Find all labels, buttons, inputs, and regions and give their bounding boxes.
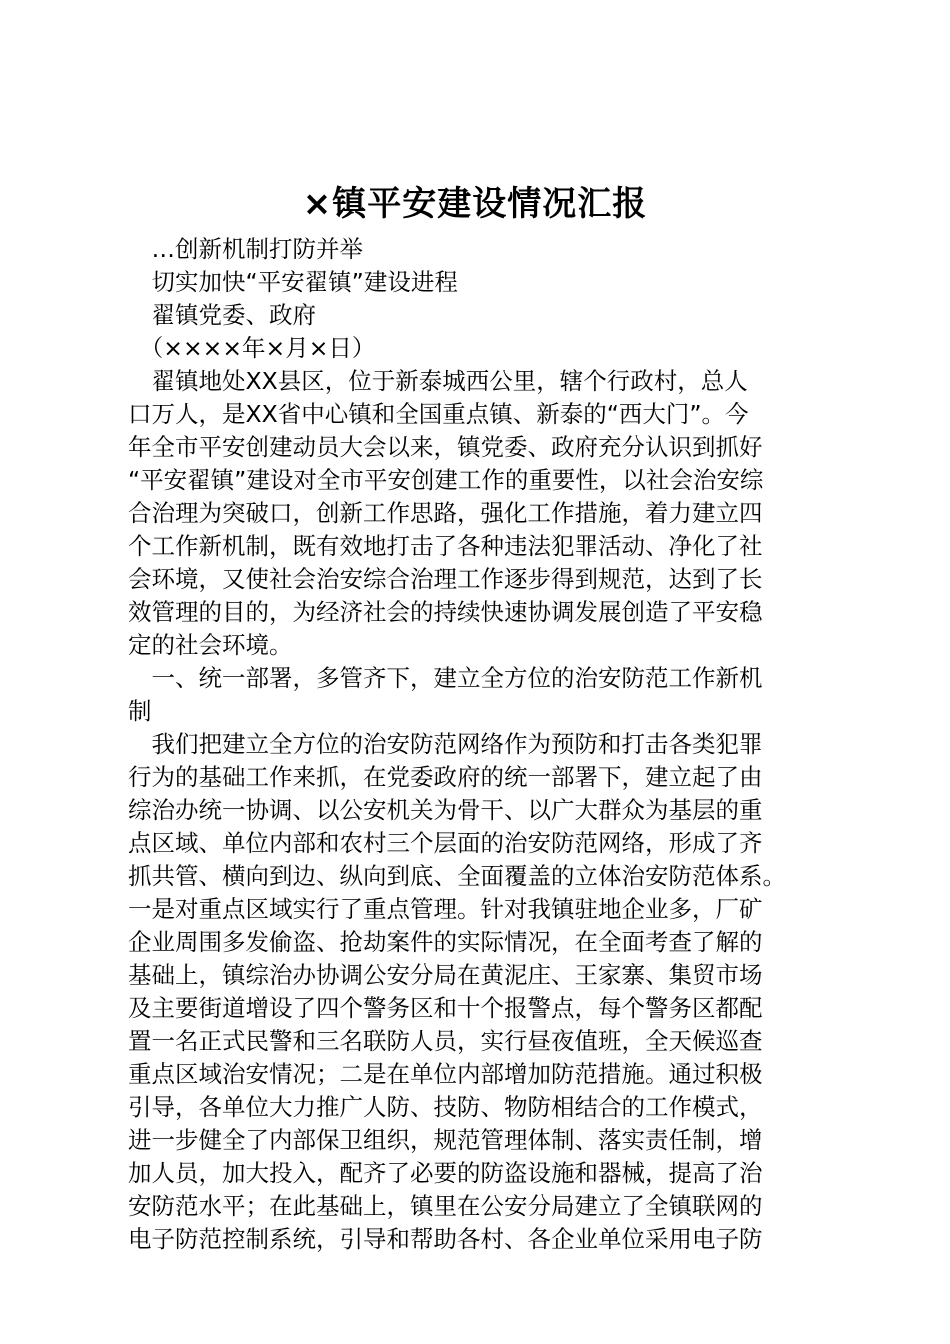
text-line: 进一步健全了内部保卫组织，规范管理体制、落实责任制，增 — [128, 1126, 763, 1154]
text-line: 点区域、单位内部和农村三个层面的治安防范网络，形成了齐 — [128, 829, 763, 857]
text-line: 制 — [128, 697, 152, 725]
text-line: 一、统一部署，多管齐下，建立全方位的治安防范工作新机 — [128, 664, 763, 692]
text-line: 切实加快“平安翟镇”建设进程 — [128, 268, 458, 296]
text-line: 翟镇地处XX县区，位于新泰城西公里，辖个行政村，总人 — [128, 367, 748, 395]
text-line: 合治理为突破口，创新工作思路，强化工作措施，着力建立四 — [128, 499, 763, 527]
text-line: …创新机制打防并举 — [128, 235, 363, 263]
text-line: 翟镇党委、政府 — [128, 301, 316, 329]
text-line: 效管理的目的，为经济社会的持续快速协调发展创造了平安稳 — [128, 598, 763, 626]
text-line: 年全市平安创建动员大会以来，镇党委、政府充分认识到抓好 — [128, 433, 763, 461]
text-line: 综治办统一协调、以公安机关为骨干、以广大群众为基层的重 — [128, 796, 763, 824]
text-line: 行为的基础工作来抓，在党委政府的统一部署下，建立起了由 — [128, 763, 763, 791]
text-line: 口万人，是XX省中心镇和全国重点镇、新泰的“西大门”。今 — [128, 400, 749, 428]
text-line: 定的社会环境。 — [128, 631, 293, 659]
text-line: 电子防范控制系统，引导和帮助各村、各企业单位采用电子防 — [128, 1225, 763, 1253]
document-title: ×镇平安建设情况汇报 — [302, 184, 648, 224]
document-body — [128, 233, 830, 1256]
text-line: 基础上，镇综治办协调公安分局在黄泥庄、王家寨、集贸市场 — [128, 961, 763, 989]
text-line: “平安翟镇”建设对全市平安创建工作的重要性，以社会治安综 — [128, 466, 764, 494]
text-line: 企业周围多发偷盗、抢劫案件的实际情况，在全面考查了解的 — [128, 928, 763, 956]
text-line: （××××年×月×日） — [128, 334, 376, 362]
text-line: 及主要街道增设了四个警务区和十个报警点，每个警务区都配 — [128, 994, 763, 1022]
text-line: 引导，各单位大力推广人防、技防、物防相结合的工作模式， — [128, 1093, 763, 1121]
text-line: 抓共管、横向到边、纵向到底、全面覆盖的立体治安防范体系。 — [128, 862, 786, 890]
text-line: 个工作新机制，既有效地打击了各种违法犯罪活动、净化了社 — [128, 532, 763, 560]
text-line: 重点区域治安情况；二是在单位内部增加防范措施。通过积极 — [128, 1060, 763, 1088]
text-line: 会环境，又使社会治安综合治理工作逐步得到规范，达到了长 — [128, 565, 763, 593]
text-line: 一是对重点区域实行了重点管理。针对我镇驻地企业多，厂矿 — [128, 895, 763, 923]
text-line: 加人员，加大投入，配齐了必要的防盗设施和器械，提高了治 — [128, 1159, 763, 1187]
text-line: 置一名正式民警和三名联防人员，实行昼夜值班，全天候巡查 — [128, 1027, 763, 1055]
text-line: 我们把建立全方位的治安防范网络作为预防和打击各类犯罪 — [128, 730, 763, 758]
text-line: 安防范水平；在此基础上，镇里在公安分局建立了全镇联网的 — [128, 1192, 763, 1220]
